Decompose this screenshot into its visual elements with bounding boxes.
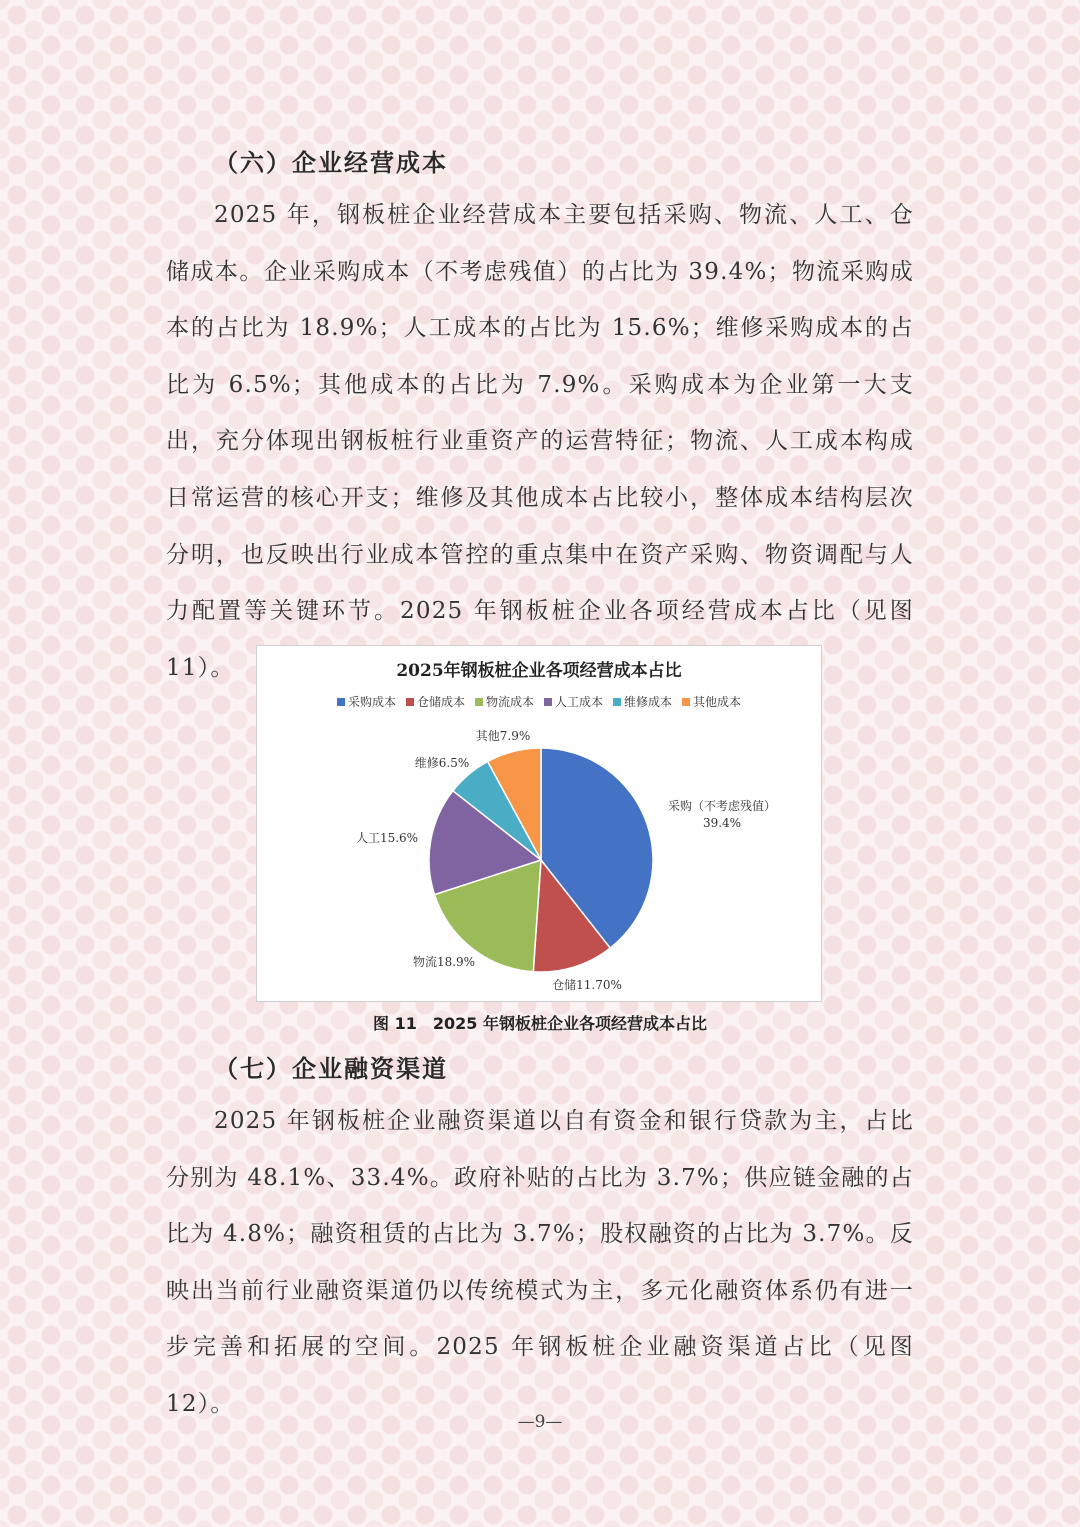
paragraph-financing: 2025 年钢板桩企业融资渠道以自有资金和银行贷款为主，占比分别为 48.1%、33.4%。政府补贴的占比为 3.7%；供应链金融的占比为 4.8%；融资租赁的占比为 3.7%；股权融资的占比为 3.7%。反映出当前行业融资渠道仍以传统模式为主，多元化融资体系仍有进一步完善和拓展的空间。2025 年钢板桩企业融资渠道占比（见图 12）。 (166, 1108, 914, 1417)
chart-title: 2025年钢板桩企业各项经营成本占比 (396, 661, 682, 681)
legend-label: 维修成本 (624, 695, 673, 709)
legend-label: 采购成本 (347, 695, 396, 709)
slice-label: 采购（不考虑残值） (667, 799, 777, 813)
slice-label: 人工15.6% (355, 831, 419, 845)
section-heading-cost: （六）企业经营成本 (214, 149, 448, 177)
slice-label: 其他7.9% (475, 729, 531, 743)
section-heading-financing: （七）企业融资渠道 (214, 1055, 448, 1083)
page-number: —9— (517, 1412, 563, 1432)
legend-label: 其他成本 (693, 695, 742, 709)
pie-chart-figure (256, 645, 822, 1002)
slice-label: 仓储11.70% (552, 978, 622, 992)
slice-label: 维修6.5% (414, 756, 470, 770)
paragraph-cost: 2025 年，钢板桩企业经营成本主要包括采购、物流、人工、仓储成本。企业采购成本（不考虑残值）的占比为 39.4%；物流采购成本的占比为 18.9%；人工成本的占比为 15.6%；维修采购成本的占比为 6.5%；其他成本的占比为 7.9%。采购成本为企业第一大支出，充分体现出钢板桩行业重资产的运营特征；物流、人工成本构成日常运营的核心开支；维修及其他成本占比较小，整体成本结构层次分明，也反映出行业成本管控的重点集中在资产采购、物资调配与人力配置等关键环节。2025 年钢板桩企业各项经营成本占比（见图 11）。 (166, 202, 914, 681)
legend-label: 物流成本 (485, 695, 534, 709)
slice-value-label: 39.4% (702, 816, 742, 830)
pie-chart (257, 646, 821, 1001)
figure-caption: 图 11 2025 年钢板桩企业各项经营成本占比 (373, 1014, 707, 1033)
legend-label: 人工成本 (555, 695, 604, 709)
legend-label: 仓储成本 (416, 695, 465, 709)
slice-label: 物流18.9% (412, 955, 476, 969)
